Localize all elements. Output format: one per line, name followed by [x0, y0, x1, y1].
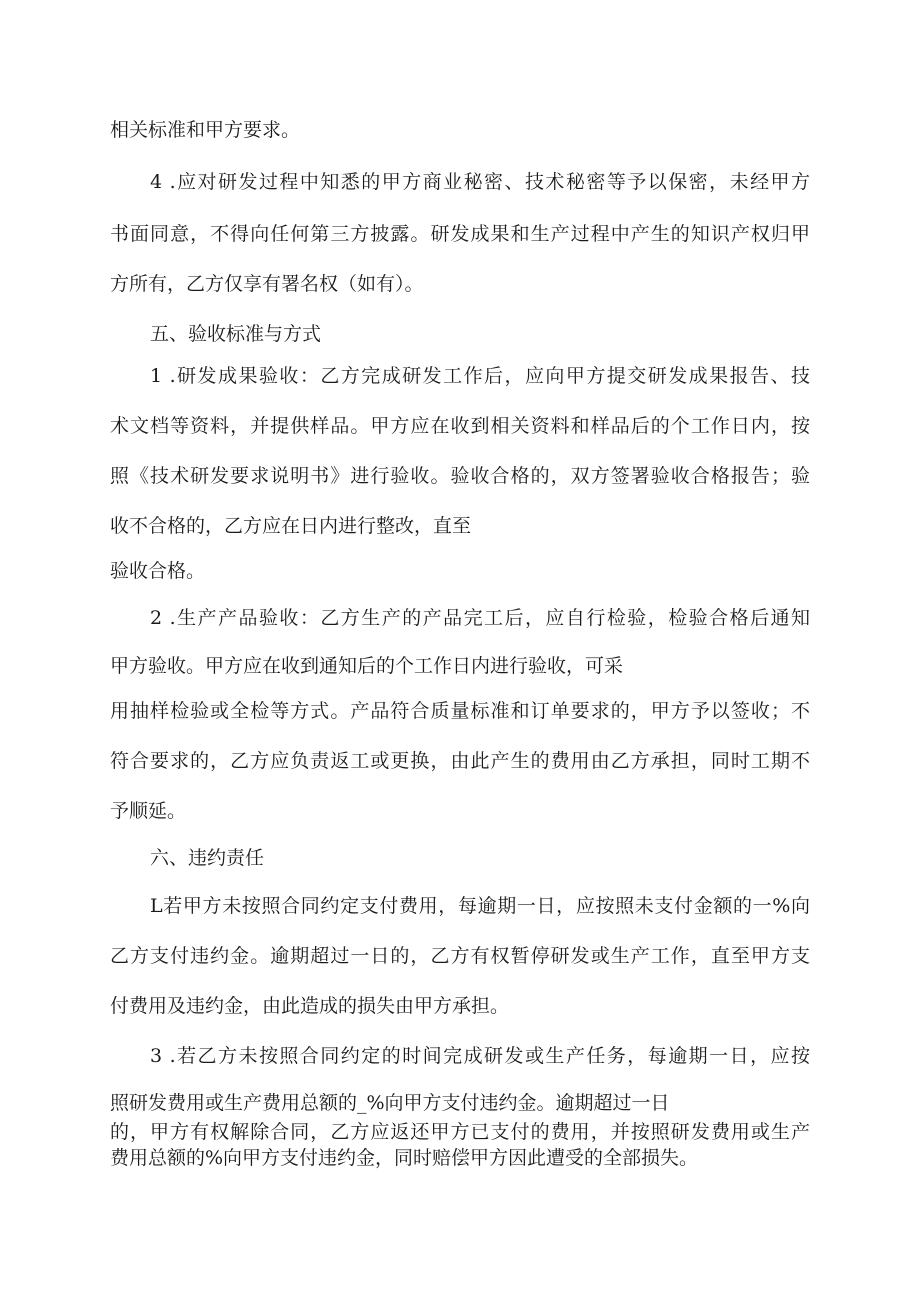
text-line: 的，甲方有权解除合同，乙方应返还甲方已支付的费用，并按照研发费用或生产	[110, 1121, 810, 1143]
text-line: 乙方支付违约金。逾期超过一日的，乙方有权暂停研发或生产工作，直至甲方支	[110, 945, 810, 967]
text-line: 符合要求的，乙方应负责返工或更换，由此产生的费用由乙方承担，同时工期不	[110, 750, 810, 772]
section-heading: 六、违约责任	[150, 847, 265, 869]
text-line: 付费用及违约金，由此造成的损失由甲方承担。	[110, 995, 510, 1017]
text-line: 4 .应对研发过程中知悉的甲方商业秘密、技术秘密等予以保密，未经甲方	[150, 171, 810, 193]
text-line: 费用总额的%向甲方支付违约金，同时赔偿甲方因此遭受的全部损失。	[110, 1147, 699, 1169]
text-line: 照研发费用或生产费用总额的_%向甲方支付违约金。逾期超过一日	[110, 1092, 670, 1114]
text-line: 甲方验收。甲方应在收到通知后的个工作日内进行验收，可采	[110, 655, 624, 677]
text-line: 予顺延。	[110, 800, 187, 822]
text-line: 术文档等资料，并提供样品。甲方应在收到相关资料和样品后的个工作日内，按	[110, 415, 810, 437]
text-line: 书面同意，不得向任何第三方披露。研发成果和生产过程中产生的知识产权归甲	[110, 223, 810, 245]
text-line: 2 .生产产品验收：乙方生产的产品完工后，应自行检验，检验合格后通知	[150, 607, 810, 629]
text-line: 照《技术研发要求说明书》进行验收。验收合格的，双方签署验收合格报告；验	[110, 465, 810, 487]
text-line: 用抽样检验或全检等方式。产品符合质量标准和订单要求的，甲方予以签收；不	[110, 700, 810, 722]
text-line: L若甲方未按照合同约定支付费用，每逾期一日，应按照未支付金额的一%向	[150, 895, 810, 917]
text-line: 1 .研发成果验收：乙方完成研发工作后，应向甲方提交研发成果报告、技	[150, 365, 810, 387]
text-line: 验收合格。	[110, 560, 206, 582]
section-heading: 五、验收标准与方式	[150, 323, 322, 345]
text-line: 相关标准和甲方要求。	[110, 119, 301, 141]
text-line: 方所有，乙方仅享有署名权（如有）。	[110, 273, 424, 295]
text-line: 收不合格的，乙方应在日内进行整改，直至	[110, 515, 472, 537]
text-line: 3 .若乙方未按照合同约定的时间完成研发或生产任务，每逾期一日，应按	[150, 1045, 810, 1067]
